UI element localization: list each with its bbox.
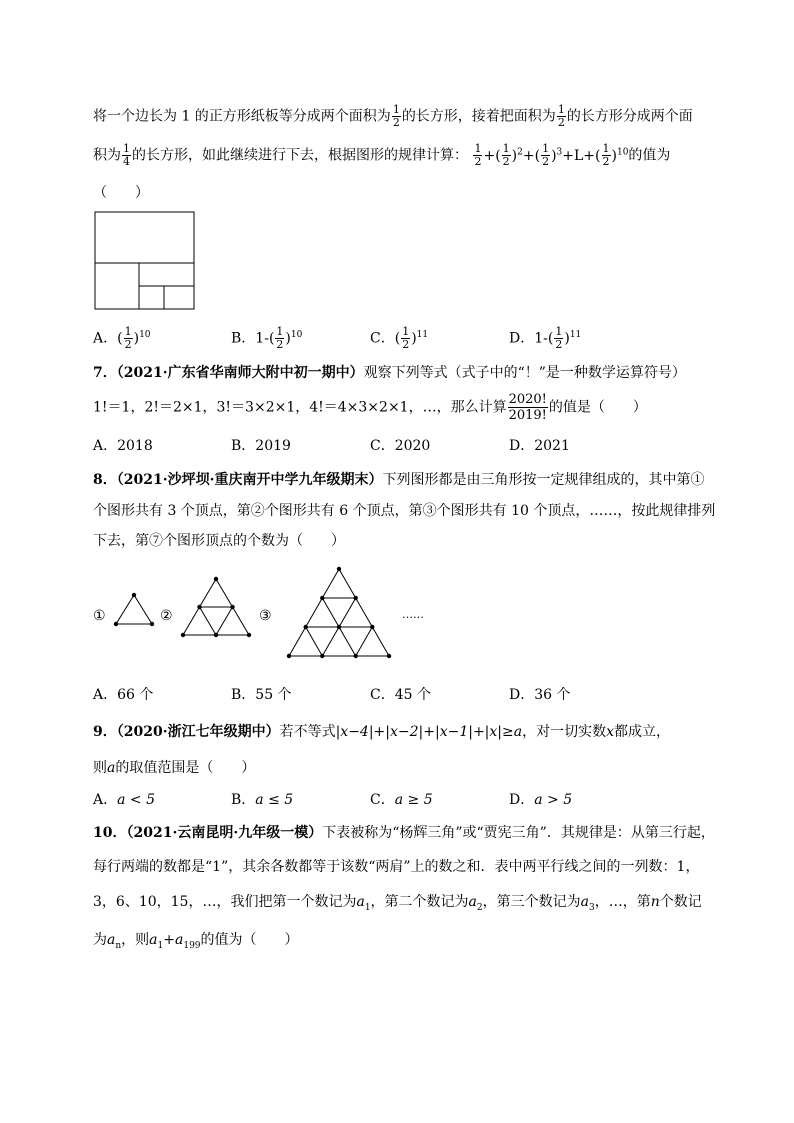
q9-var-a: a xyxy=(107,760,116,776)
fraction-half: $\frac{1}{2}$ xyxy=(392,103,400,129)
q9-option-d[interactable]: D．a > 5 xyxy=(509,792,573,808)
q7-text2: 1!＝1，2!＝2×1，3!＝3×2×1，4!＝4×3×2×1，…，那么计算 xyxy=(93,399,507,416)
q7-option-b[interactable]: B．2019 xyxy=(231,438,291,454)
q7-text3: 的值是（ ） xyxy=(548,399,647,416)
q10-line4: 为$a_n$，则$a_1+a_{199}$的值为（ ） xyxy=(93,932,299,951)
q8-label-2: ② xyxy=(160,608,173,624)
q7-line1 xyxy=(93,362,686,382)
q10-line2: 每行两端的数都是“1”，其余各数都等于该数“两肩”上的数之和．表中两平行线之间的一列数：1， xyxy=(93,859,700,875)
q8-option-c[interactable]: C．45 个 xyxy=(370,687,431,703)
q10-source: （2021·云南昆明·九年级一模） xyxy=(126,825,323,841)
q9-option-b[interactable]: B．a ≤ 5 xyxy=(231,792,294,808)
q9-text1b: ，对一切实数 xyxy=(522,724,607,740)
q6-paren: （ ） xyxy=(93,185,149,201)
q10-number: 10． xyxy=(93,825,127,841)
q10-line3: 3，6、10，15，…，我们把第一个数记为$a_1$，第二个数记为$a_2$，第三个数记为$a_3$，…，第n个数记 xyxy=(93,894,702,913)
q6-option-c[interactable]: C．( $\frac{1}{2}$ )$^{11}$ xyxy=(370,325,429,351)
q10-text1: 下表被称为“杨辉三角”或“贾宪三角”．其规律是：从第三行起， xyxy=(322,825,715,841)
q8-label-3: ③ xyxy=(259,608,272,624)
q6-line2-a: 积为 xyxy=(93,147,121,164)
q6-square-figure xyxy=(94,211,196,311)
q8-line1 xyxy=(93,469,704,489)
q9-var-x: x xyxy=(606,724,614,740)
q8-figure-2 xyxy=(179,576,253,638)
q8-option-b[interactable]: B．55 个 xyxy=(231,687,292,703)
q6-line2 xyxy=(93,143,670,168)
q6-series: $\frac{1}{2}$ +( $\frac{1}{2}$ )$^2$+( $\frac{1}{2}$ )$^3$+L+( $\frac{1}{2}$ )$^{10}$ xyxy=(474,142,629,168)
q6-line2-c: 的值为 xyxy=(628,147,671,164)
q10-line1 xyxy=(93,822,715,842)
q7-number: 7． xyxy=(93,365,117,381)
q7-line2 xyxy=(93,392,647,423)
q9-inequality: |x−4|+|x−2|+|x−1|+|x|≥a xyxy=(335,724,523,740)
q8-ellipsis: …… xyxy=(402,608,424,621)
q8-text1: 下列图形都是由三角形按一定规律组成的，其中第① xyxy=(382,472,705,488)
q8-figure-3 xyxy=(285,566,393,660)
q8-label-1: ① xyxy=(93,608,106,624)
q7-source: （2021·广东省华南师大附中初一期中） xyxy=(116,365,364,381)
q6-option-a[interactable]: A．( $\frac{1}{2}$ )$^{10}$ xyxy=(93,325,151,351)
q9-option-c[interactable]: C．a ≥ 5 xyxy=(370,792,433,808)
q9-source: （2020·浙江七年级期中） xyxy=(116,724,280,740)
q8-source: （2021·沙坪坝·重庆南开中学九年级期末） xyxy=(116,472,383,488)
q8-option-d[interactable]: D．36 个 xyxy=(509,687,571,703)
q9-text1c: 都成立， xyxy=(614,724,670,740)
q8-line3: 下去，第⑦个图形顶点的个数为（ ） xyxy=(93,533,345,549)
q7-option-c[interactable]: C．2020 xyxy=(370,438,431,454)
q6-line1-b: 的长方形，接着把面积为 xyxy=(401,108,556,125)
q6-line1 xyxy=(93,104,693,129)
fraction-half: $\frac{1}{2}$ xyxy=(557,103,565,129)
q7-option-a[interactable]: A．2018 xyxy=(93,438,153,454)
q6-line1-c: 的长方形分成两个面 xyxy=(566,108,693,125)
q8-number: 8． xyxy=(93,472,117,488)
q9-option-a[interactable]: A．a < 5 xyxy=(93,792,156,808)
q9-text1a: 若不等式 xyxy=(279,724,336,740)
q9-number: 9． xyxy=(93,724,117,740)
q8-line2: 个图形共有 3 个顶点，第②个图形共有 6 个顶点，第③个图形共有 10 个顶点，……，按此规律排列 xyxy=(93,503,716,519)
q7-text1: 观察下列等式（式子中的“！”是一种数学运算符号） xyxy=(363,365,686,381)
q6-option-b[interactable]: B．1-( $\frac{1}{2}$ )$^{10}$ xyxy=(231,325,303,351)
q7-option-d[interactable]: D．2021 xyxy=(509,438,570,454)
q7-fraction: $\frac{2020!}{2019!}$ xyxy=(508,392,547,423)
q9-line1 xyxy=(93,721,670,741)
q9-line2: 则a的取值范围是（ ） xyxy=(93,760,256,776)
q8-figure-1 xyxy=(112,592,156,628)
q6-option-d[interactable]: D．1-( $\frac{1}{2}$ )$^{11}$ xyxy=(509,325,582,351)
fraction-quarter: $\frac{1}{4}$ xyxy=(123,142,130,168)
q6-line1-a: 将一个边长为 1 的正方形纸板等分成两个面积为 xyxy=(93,108,391,125)
q6-line2-b: 的长方形，如此继续进行下去，根据图形的规律计算： xyxy=(132,147,468,164)
q8-option-a[interactable]: A．66 个 xyxy=(93,687,154,703)
